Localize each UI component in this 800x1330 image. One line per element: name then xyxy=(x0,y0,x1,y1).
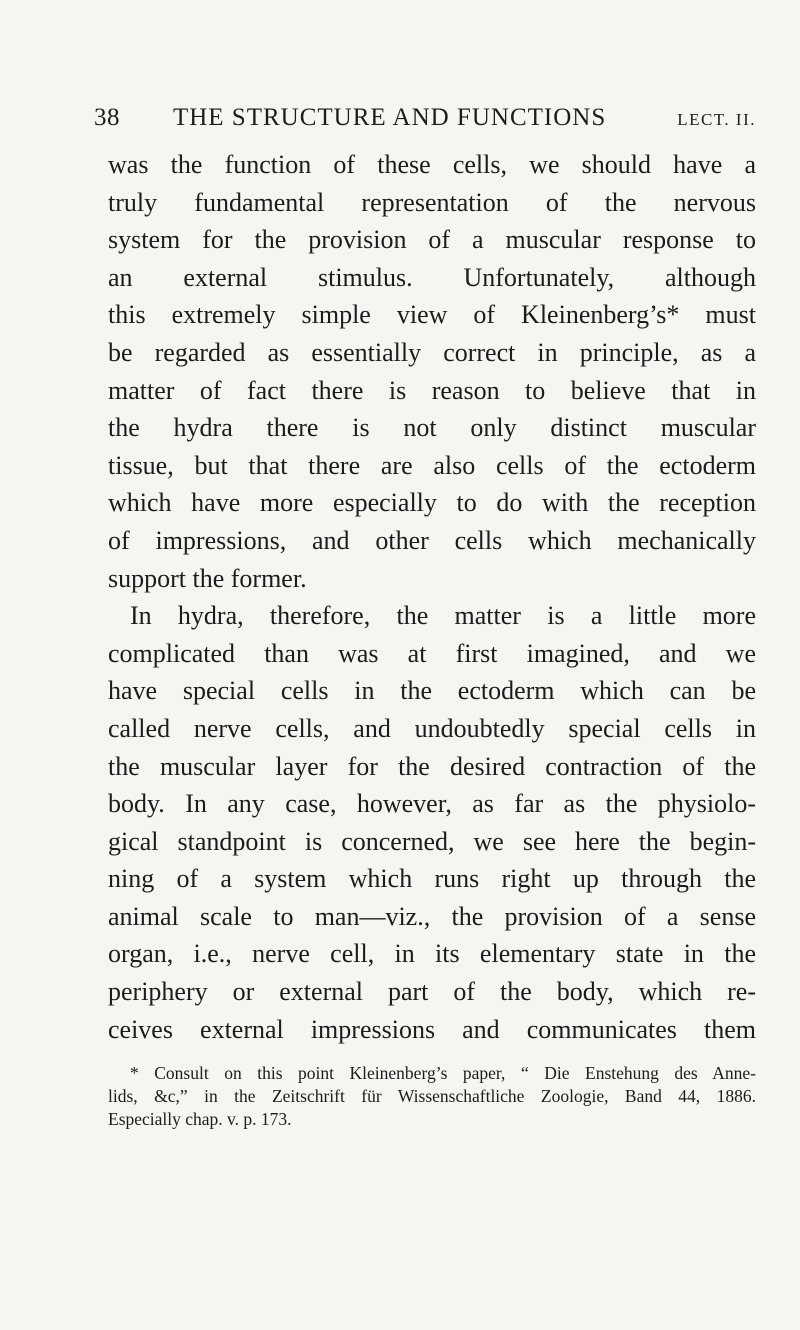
running-title: THE STRUCTURE AND FUNCTIONS xyxy=(172,104,607,131)
text-line: support the former. xyxy=(108,563,307,593)
text-line: In hydra, therefore, the matter is a little more xyxy=(130,601,756,631)
text-line: truly fundamental representation of the nervous xyxy=(108,187,756,217)
text-line: ceives external impressions and communicates them xyxy=(108,1014,756,1044)
text-line: was the function of these cells, we should have a xyxy=(108,150,756,179)
page-number: 38 xyxy=(94,104,120,131)
body-text xyxy=(108,146,756,1048)
text-line: periphery or external part of the body, which re- xyxy=(108,977,756,1007)
text-line: have special cells in the ectoderm which can be xyxy=(108,676,756,706)
text-line: of impressions, and other cells which mechanically xyxy=(108,525,756,555)
text-line: ning of a system which runs right up through the xyxy=(108,864,756,894)
footnote-line: lids, &c,” in the Zeitschrift für Wissenschaftliche Zoologie, Band 44, 1886. xyxy=(108,1086,756,1107)
text-line: organ, i.e., nerve cell, in its elementary state in the xyxy=(108,939,756,969)
text-line: be regarded as essentially correct in principle, as a xyxy=(108,337,756,367)
text-line: gical standpoint is concerned, we see here the begin- xyxy=(108,826,756,856)
text-line: an external stimulus. Unfortunately, although xyxy=(108,262,756,292)
footnote xyxy=(108,1062,756,1131)
text-line: the hydra there is not only distinct muscular xyxy=(108,413,756,443)
text-line: body. In any case, however, as far as the physiolo- xyxy=(108,789,756,819)
text-line: called nerve cells, and undoubtedly special cells in xyxy=(108,713,756,743)
text-line: which have more especially to do with the reception xyxy=(108,488,756,518)
footnote-line: * Consult on this point Kleinenberg’s paper, “ Die Enstehung des Anne- xyxy=(130,1063,756,1084)
footnote-line: Especially chap. v. p. 173. xyxy=(108,1109,292,1130)
text-line: tissue, but that there are also cells of the ectoderm xyxy=(108,450,756,480)
text-line: complicated than was at first imagined, and we xyxy=(108,638,756,668)
text-line: matter of fact there is reason to believe that in xyxy=(108,375,756,405)
text-line: system for the provision of a muscular response to xyxy=(108,225,756,255)
text-line: this extremely simple view of Kleinenberg’s* must xyxy=(108,300,756,330)
text-line: the muscular layer for the desired contraction of the xyxy=(108,751,756,781)
running-head xyxy=(94,104,756,138)
lecture-marker: LECT. II. xyxy=(677,110,756,129)
text-line: animal scale to man—viz., the provision of a sense xyxy=(108,901,756,931)
book-page xyxy=(94,104,756,1131)
